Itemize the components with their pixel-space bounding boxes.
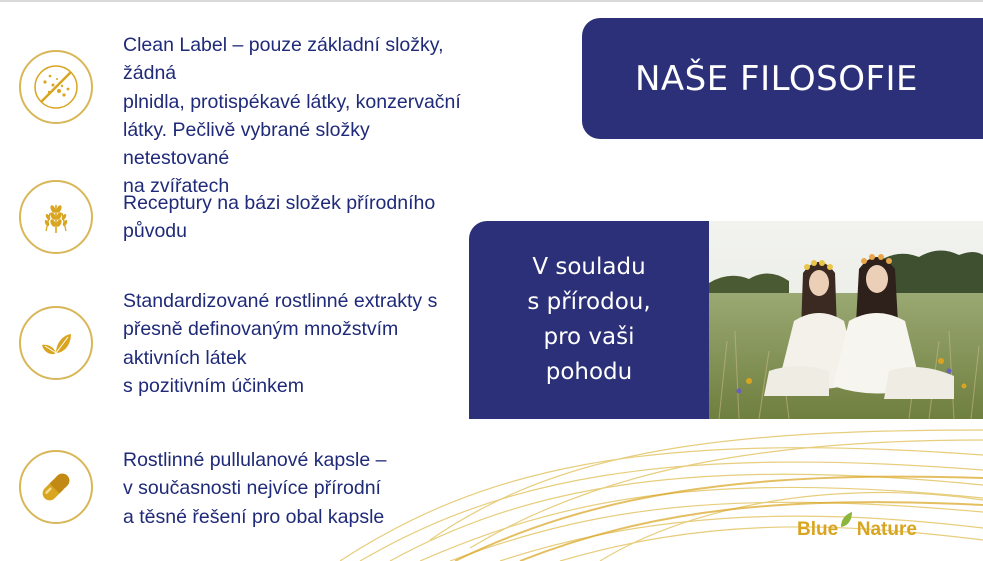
meadow-photo (709, 221, 983, 419)
title-banner (582, 18, 983, 139)
slogan-banner (469, 221, 709, 419)
feature-capsules (0, 440, 470, 550)
logo-text-nature: Nature (856, 519, 917, 540)
logo-text-blue: Blue (797, 519, 839, 540)
wheat-icon (19, 180, 93, 254)
feature-natural-origin (0, 178, 470, 258)
capsule-icon (19, 450, 93, 524)
feature-clean-label (0, 28, 470, 198)
feature-text: Standardizované rostlinné extrakty s přesně definovaným množstvím aktivních látek s pozitivním účinkem (123, 290, 438, 397)
logo-leaf-icon (839, 511, 853, 529)
leaves-icon (19, 306, 93, 380)
feature-text: Rostlinné pullulanové kapsle – v současnosti nejvíce přírodní a těsné řešení pro obal kapsle (123, 449, 387, 528)
feature-text: Receptury na bázi složek přírodního původu (123, 192, 436, 243)
feature-text: Clean Label – pouze základní složky, žádná plnidla, protispékavé látky, konzervační látky. Pečlivě vybrané složky netestované na zvířatech (123, 34, 461, 198)
feature-plant-extracts (0, 280, 470, 410)
slogan-text: V souladu s přírodou, pro vaši pohodu (527, 254, 651, 385)
brand-logo (797, 511, 917, 541)
top-divider (0, 0, 983, 2)
clean-label-icon (19, 50, 93, 124)
page-title: NAŠE FILOSOFIE (634, 58, 919, 99)
